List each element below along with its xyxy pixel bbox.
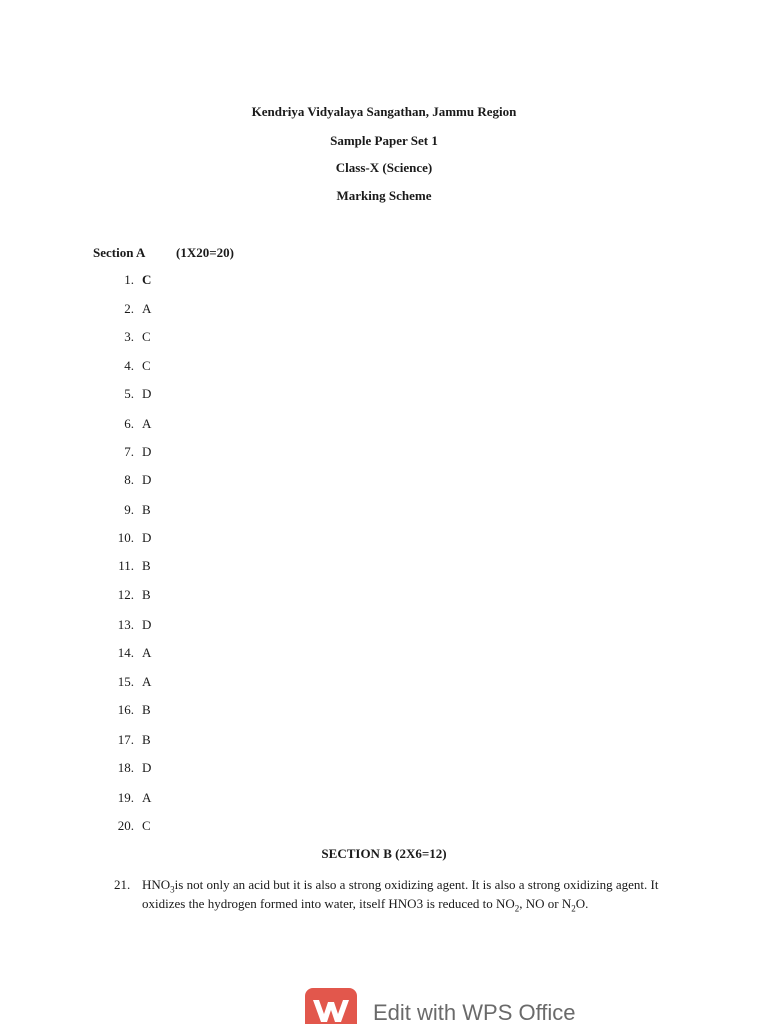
answer-number: 14. [117,645,134,660]
question-answer-text [142,875,672,913]
answer-number: 12. [117,587,134,602]
question-number: 21. [114,877,131,892]
subscript: 2 [514,903,520,914]
answer-letter: A [142,790,152,805]
answer-number: 15. [117,674,134,689]
answer-letter: B [142,502,151,517]
answer-number: 17. [117,732,134,747]
subscript: 2 [571,903,576,914]
answer-number: 4. [124,358,134,373]
answer-number: 5. [124,386,134,401]
section-a-marks: (1X20=20) [176,245,234,260]
answer-letter: B [142,587,151,602]
answer-number: 13. [117,617,134,632]
answer-text-part: is not only an acid but it is also a strong oxidizing agent. It is also a strong oxidizing agent. It oxidizes the hydrogen formed into water, itself HNO3 is reduced to NO [142,877,659,911]
answer-number: 9. [124,502,134,517]
answer-letter: B [142,702,151,717]
answer-letter: D [142,472,152,487]
answer-text-part: HNO [142,877,171,892]
answer-letter: A [142,645,152,660]
answer-number: 6. [124,416,134,431]
wps-banner[interactable] [305,988,576,1024]
wps-logo-icon [305,988,357,1024]
subscript: 3 [170,884,175,895]
answer-number: 1. [124,272,134,287]
answer-letter: D [142,760,152,775]
scheme-title: Marking Scheme [336,188,432,203]
answer-letter: D [142,530,152,545]
answer-letter: C [142,329,151,344]
answer-number: 18. [117,760,134,775]
section-a-title: Section A [93,245,146,260]
answer-number: 7. [124,444,134,459]
answer-text-part: O. [575,896,589,911]
answer-letter: B [142,558,151,573]
answer-letter: D [142,386,152,401]
answer-letter: C [142,818,151,833]
answer-number: 10. [117,530,134,545]
answer-number: 16. [117,702,134,717]
wps-banner-text[interactable]: Edit with WPS Office [373,1000,576,1025]
section-a-heading [93,245,234,261]
answer-number: 2. [124,301,134,316]
answer-letter: D [142,444,152,459]
answer-letter: D [142,617,152,632]
org-title: Kendriya Vidyalaya Sangathan, Jammu Region [251,104,517,119]
answer-number: 3. [124,329,134,344]
answer-letter: A [142,674,152,689]
answer-number: 20. [117,818,134,833]
section-b-heading: SECTION B (2X6=12) [321,846,447,861]
answer-letter: A [142,301,152,316]
answer-letter: C [142,272,152,287]
answer-number: 11. [118,558,134,573]
class-title: Class-X (Science) [335,160,433,175]
answer-letter: B [142,732,151,747]
answer-text-part: , NO or N [519,896,572,911]
answer-letter: A [142,416,152,431]
answer-number: 19. [117,790,134,805]
answer-letter: C [142,358,151,373]
paper-title: Sample Paper Set 1 [330,133,438,148]
answer-number: 8. [124,472,134,487]
